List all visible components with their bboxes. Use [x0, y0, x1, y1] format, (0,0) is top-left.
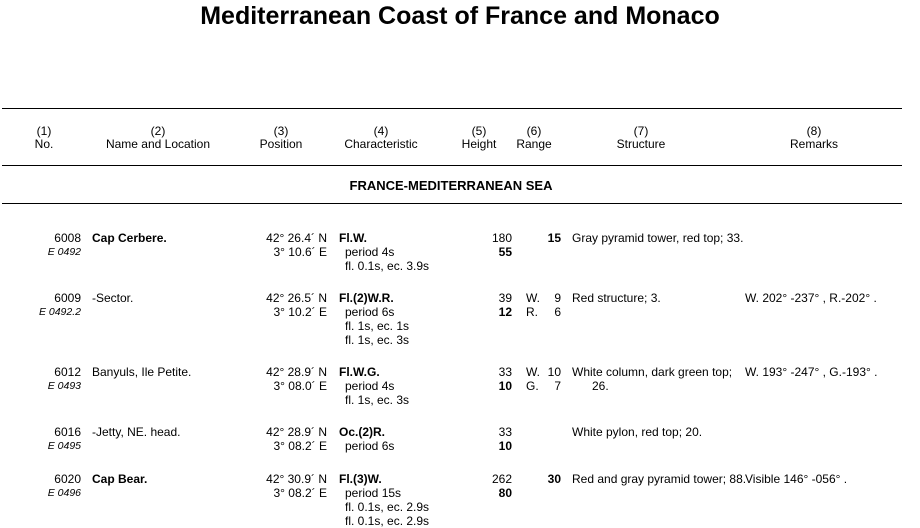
latitude: 42° 28.9´ N — [266, 365, 327, 379]
range-value: 30 — [547, 472, 561, 486]
light-characteristic: Oc.(2)R. — [339, 425, 386, 439]
international-number: E 0495 — [47, 440, 81, 452]
section-heading: FRANCE-MEDITERRANEAN SEA — [349, 178, 553, 193]
structure-cell — [572, 472, 746, 486]
column-number: (5) — [471, 124, 487, 138]
international-number: E 0492.2 — [38, 306, 81, 318]
range-value: 7 — [554, 379, 561, 393]
light-number-cell — [20, 472, 81, 500]
column-header-name — [98, 125, 218, 151]
characteristic-detail: fl. 1s, ec. 3s — [345, 393, 410, 407]
height-feet: 33 — [498, 365, 512, 379]
light-name: Cap Cerbere. — [92, 231, 167, 245]
column-number: (2) — [150, 124, 166, 138]
column-label: Height — [461, 137, 497, 151]
height-meters: 80 — [498, 486, 512, 500]
light-number: 6012 — [54, 365, 81, 379]
characteristic-detail: period 4s — [345, 245, 395, 259]
structure-line: 26. — [592, 379, 609, 393]
position-cell — [240, 231, 327, 259]
international-number: E 0493 — [47, 380, 81, 392]
range-row — [520, 365, 561, 379]
range-sector: G. — [526, 379, 539, 393]
light-characteristic: Fl.W.G. — [339, 365, 380, 379]
range-value: 6 — [554, 305, 561, 319]
structure-line: White pylon, red top; 20. — [572, 425, 703, 439]
light-number-cell — [20, 291, 81, 319]
column-header-height — [454, 125, 504, 151]
longitude: 3° 10.6´ E — [273, 245, 327, 259]
characteristic-detail: period 6s — [345, 439, 395, 453]
column-label: Position — [259, 137, 303, 151]
light-number: 6020 — [54, 472, 81, 486]
height-meters: 55 — [498, 245, 512, 259]
column-number: (6) — [526, 124, 542, 138]
column-number: (7) — [633, 124, 649, 138]
height-cell — [470, 231, 512, 259]
light-number-cell — [20, 425, 81, 453]
light-number-cell — [20, 231, 81, 259]
range-value: 15 — [547, 231, 561, 245]
range-cell — [520, 291, 561, 319]
longitude: 3° 10.2´ E — [273, 305, 327, 319]
light-number-cell — [20, 365, 81, 393]
height-meters: 12 — [498, 305, 512, 319]
height-feet: 180 — [491, 231, 512, 245]
range-row — [520, 472, 561, 486]
characteristic-detail: period 4s — [345, 379, 395, 393]
light-name: -Sector. — [92, 291, 134, 305]
column-label: No. — [34, 137, 54, 151]
characteristic-cell — [339, 231, 429, 273]
structure-line: Red and gray pyramid tower; 88. — [572, 472, 747, 486]
latitude: 42° 26.5´ N — [266, 291, 327, 305]
column-label: Characteristic — [344, 137, 418, 151]
structure-cell — [572, 231, 743, 245]
height-feet: 262 — [491, 472, 512, 486]
longitude: 3° 08.2´ E — [273, 486, 327, 500]
range-cell — [520, 231, 561, 245]
characteristic-cell — [339, 365, 409, 407]
remarks: Visible 146° -056° . — [745, 472, 848, 486]
remarks: W. 193° -247° , G.-193° . — [745, 365, 878, 379]
light-characteristic: Fl.(2)W.R. — [339, 291, 394, 305]
column-header-structure — [601, 125, 681, 151]
longitude: 3° 08.2´ E — [273, 439, 327, 453]
column-number: (3) — [273, 124, 289, 138]
latitude: 42° 30.9´ N — [266, 472, 327, 486]
light-characteristic: Fl.W. — [339, 231, 367, 245]
characteristic-cell — [339, 425, 394, 453]
height-meters: 10 — [498, 379, 512, 393]
structure-cell — [572, 365, 732, 393]
column-label: Range — [516, 137, 552, 151]
light-number: 6016 — [54, 425, 81, 439]
range-value: 10 — [547, 365, 561, 379]
longitude: 3° 08.0´ E — [273, 379, 327, 393]
range-sector: W. — [526, 291, 540, 305]
range-row — [520, 231, 561, 245]
remarks: W. 202° -237° , R.-202° . — [745, 291, 877, 305]
light-name: Banyuls, Ile Petite. — [92, 365, 192, 379]
header-top-rule — [2, 108, 902, 109]
column-header-characteristic — [336, 125, 426, 151]
structure-cell — [572, 425, 702, 439]
header-bottom-rule — [2, 165, 902, 166]
range-sector: R. — [526, 305, 538, 319]
range-value: 9 — [554, 291, 561, 305]
column-label: Remarks — [789, 137, 838, 151]
light-name: -Jetty, NE. head. — [92, 425, 181, 439]
latitude: 42° 28.9´ N — [266, 425, 327, 439]
height-feet: 39 — [498, 291, 512, 305]
characteristic-detail: period 15s — [345, 486, 402, 500]
column-number: (1) — [36, 124, 52, 138]
position-cell — [240, 425, 327, 453]
characteristic-detail: fl. 0.1s, ec. 3.9s — [345, 259, 430, 273]
position-cell — [240, 472, 327, 500]
structure-line: Gray pyramid tower, red top; 33. — [572, 231, 744, 245]
characteristic-detail: fl. 0.1s, ec. 2.9s — [345, 514, 430, 528]
characteristic-detail: fl. 1s, ec. 3s — [345, 333, 410, 347]
structure-line: Red structure; 3. — [572, 291, 661, 305]
international-number: E 0492 — [47, 246, 81, 258]
light-characteristic: Fl.(3)W. — [339, 472, 382, 486]
characteristic-detail: fl. 0.1s, ec. 2.9s — [345, 500, 430, 514]
structure-cell — [572, 291, 661, 305]
column-header-no — [24, 125, 64, 151]
column-header-remarks — [779, 125, 849, 151]
range-row — [520, 291, 561, 305]
light-name: Cap Bear. — [92, 472, 148, 486]
characteristic-cell — [339, 291, 409, 347]
range-sector: W. — [526, 365, 540, 379]
structure-line: White column, dark green top; — [572, 365, 733, 379]
light-number: 6008 — [54, 231, 81, 245]
page-title: Mediterranean Coast of France and Monaco — [200, 2, 720, 30]
height-cell — [470, 365, 512, 393]
column-number: (4) — [373, 124, 389, 138]
characteristic-cell — [339, 472, 429, 528]
height-meters: 10 — [498, 439, 512, 453]
position-cell — [240, 365, 327, 393]
height-feet: 33 — [498, 425, 512, 439]
international-number: E 0496 — [47, 487, 81, 499]
latitude: 42° 26.4´ N — [266, 231, 327, 245]
range-row — [520, 379, 561, 393]
range-row — [520, 305, 561, 319]
column-label: Name and Location — [105, 137, 211, 151]
height-cell — [470, 472, 512, 500]
section-rule — [2, 203, 902, 204]
column-number: (8) — [806, 124, 822, 138]
characteristic-detail: period 6s — [345, 305, 395, 319]
height-cell — [470, 425, 512, 453]
light-number: 6009 — [54, 291, 81, 305]
height-cell — [470, 291, 512, 319]
range-cell — [520, 472, 561, 486]
column-header-range — [509, 125, 559, 151]
range-cell — [520, 365, 561, 393]
column-header-position — [246, 125, 316, 151]
position-cell — [240, 291, 327, 319]
column-label: Structure — [616, 137, 666, 151]
characteristic-detail: fl. 1s, ec. 1s — [345, 319, 410, 333]
